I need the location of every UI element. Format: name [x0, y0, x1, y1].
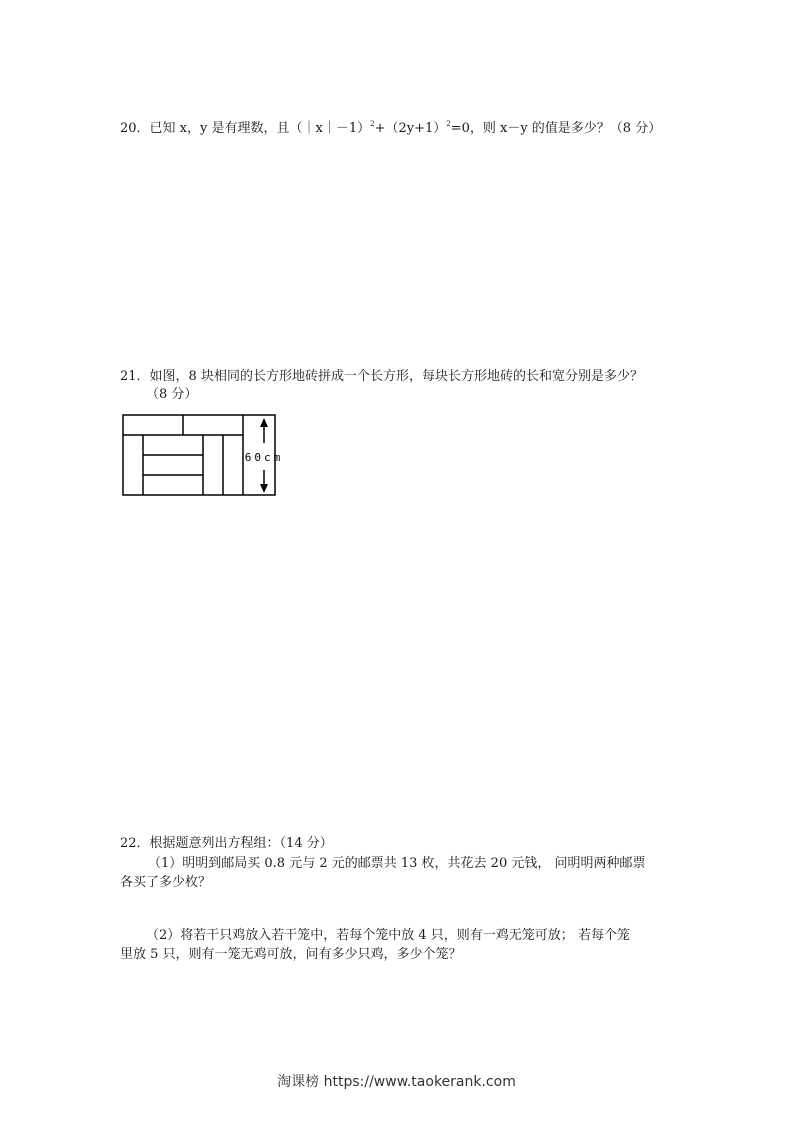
q20-exponent-1: 2	[370, 120, 375, 128]
question-22-part-2-line-1: （2）将若干只鸡放入若干笼中，若每个笼中放 4 只，则有一鸡无笼可放； 若每个笼	[146, 928, 630, 943]
arrowhead-down	[260, 484, 268, 493]
question-22-part-2-line-2: 里放 5 只，则有一笼无鸡可放，问有多少只鸡，多少个笼？	[120, 947, 462, 962]
q20-exponent-2: 2	[446, 120, 451, 128]
question-22-part-1-line-2: 各买了多少枚？	[120, 875, 212, 890]
footer-watermark: 淘课榜 https://www.taokerank.com	[277, 1074, 516, 1090]
question-21-line-2: （8 分）	[146, 387, 198, 402]
figure-dimension-label: 60cm	[244, 451, 284, 464]
question-20	[120, 116, 661, 137]
q20-middle: +（2y+1）	[374, 121, 447, 136]
question-22-title: 22．根据题意列出方程组：（14 分）	[120, 836, 333, 851]
question-22-part-1-line-1: （1）明明到邮局买 0.8 元与 2 元的邮票共 13 枚，共花去 20 元钱， 问明明两种邮票	[148, 856, 646, 871]
tile-figure	[118, 410, 298, 502]
q20-tail: =0，则 x－y 的值是多少？（8 分）	[450, 121, 662, 136]
q20-lead: 20．已知 x，y 是有理数，且（｜x｜－1）	[120, 121, 371, 136]
arrowhead-up	[260, 418, 268, 427]
question-21-line-1: 21．如图，8 块相同的长方形地砖拼成一个长方形，每块长方形地砖的长和宽分别是多少？	[120, 369, 643, 384]
